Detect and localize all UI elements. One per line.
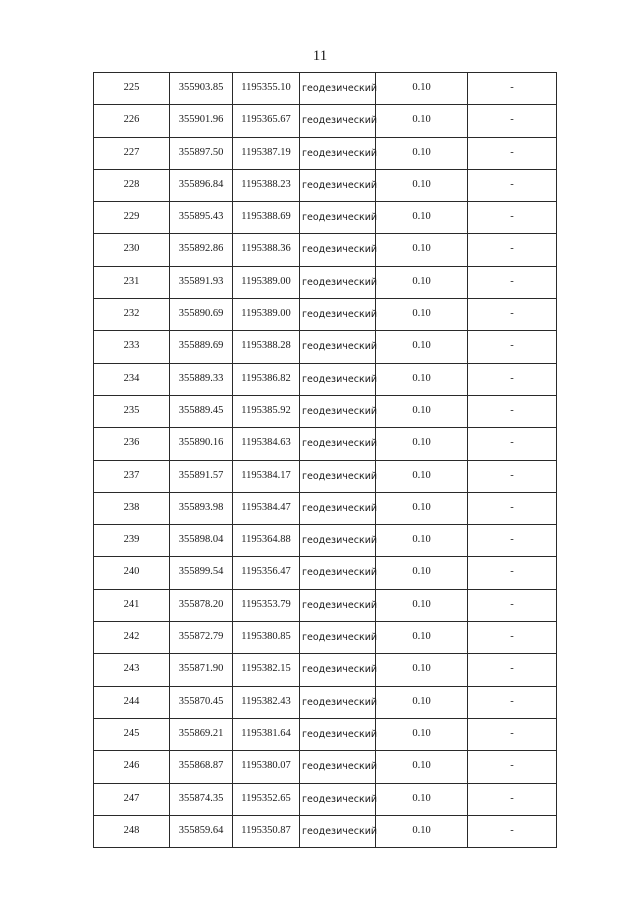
cell-accuracy: 0.10 (376, 815, 468, 847)
cell-method: геодезический (300, 202, 376, 234)
table-row (94, 622, 557, 654)
cell-description: - (468, 137, 557, 169)
cell-method: геодезический (300, 428, 376, 460)
table-row (94, 169, 557, 201)
cell-point-number: 231 (94, 266, 170, 298)
cell-accuracy: 0.10 (376, 686, 468, 718)
cell-description: - (468, 525, 557, 557)
cell-accuracy: 0.10 (376, 654, 468, 686)
cell-accuracy: 0.10 (376, 299, 468, 331)
cell-description: - (468, 105, 557, 137)
cell-coordinate-y: 1195380.85 (233, 622, 300, 654)
cell-accuracy: 0.10 (376, 525, 468, 557)
table-row (94, 234, 557, 266)
table-row (94, 557, 557, 589)
cell-point-number: 246 (94, 751, 170, 783)
cell-coordinate-x: 355891.93 (170, 266, 233, 298)
cell-method: геодезический (300, 492, 376, 524)
cell-description: - (468, 299, 557, 331)
table-row (94, 783, 557, 815)
cell-accuracy: 0.10 (376, 622, 468, 654)
cell-point-number: 248 (94, 815, 170, 847)
cell-coordinate-y: 1195350.87 (233, 815, 300, 847)
cell-method: геодезический (300, 815, 376, 847)
cell-method: геодезический (300, 751, 376, 783)
cell-description: - (468, 395, 557, 427)
cell-accuracy: 0.10 (376, 363, 468, 395)
cell-description: - (468, 331, 557, 363)
cell-accuracy: 0.10 (376, 395, 468, 427)
cell-accuracy: 0.10 (376, 105, 468, 137)
cell-description: - (468, 718, 557, 750)
cell-accuracy: 0.10 (376, 783, 468, 815)
cell-description: - (468, 428, 557, 460)
cell-method: геодезический (300, 589, 376, 621)
table-row (94, 73, 557, 105)
cell-point-number: 238 (94, 492, 170, 524)
cell-description: - (468, 557, 557, 589)
cell-method: геодезический (300, 137, 376, 169)
cell-method: геодезический (300, 622, 376, 654)
cell-method: геодезический (300, 654, 376, 686)
cell-coordinate-x: 355898.04 (170, 525, 233, 557)
cell-coordinate-y: 1195385.92 (233, 395, 300, 427)
table-row (94, 202, 557, 234)
cell-description: - (468, 751, 557, 783)
cell-point-number: 237 (94, 460, 170, 492)
cell-point-number: 235 (94, 395, 170, 427)
table-row (94, 331, 557, 363)
cell-point-number: 244 (94, 686, 170, 718)
cell-coordinate-x: 355895.43 (170, 202, 233, 234)
cell-point-number: 226 (94, 105, 170, 137)
cell-coordinate-y: 1195355.10 (233, 73, 300, 105)
cell-coordinate-x: 355870.45 (170, 686, 233, 718)
cell-point-number: 245 (94, 718, 170, 750)
cell-accuracy: 0.10 (376, 234, 468, 266)
cell-coordinate-y: 1195352.65 (233, 783, 300, 815)
table-row (94, 299, 557, 331)
cell-point-number: 242 (94, 622, 170, 654)
cell-coordinate-y: 1195364.88 (233, 525, 300, 557)
cell-description: - (468, 169, 557, 201)
cell-point-number: 247 (94, 783, 170, 815)
cell-accuracy: 0.10 (376, 202, 468, 234)
cell-method: геодезический (300, 73, 376, 105)
cell-coordinate-x: 355871.90 (170, 654, 233, 686)
cell-description: - (468, 460, 557, 492)
cell-description: - (468, 815, 557, 847)
cell-method: геодезический (300, 169, 376, 201)
cell-coordinate-y: 1195388.28 (233, 331, 300, 363)
cell-method: геодезический (300, 395, 376, 427)
cell-method: геодезический (300, 105, 376, 137)
cell-coordinate-y: 1195384.63 (233, 428, 300, 460)
cell-accuracy: 0.10 (376, 492, 468, 524)
cell-coordinate-y: 1195389.00 (233, 266, 300, 298)
cell-coordinate-y: 1195382.15 (233, 654, 300, 686)
cell-coordinate-x: 355872.79 (170, 622, 233, 654)
cell-point-number: 234 (94, 363, 170, 395)
cell-method: геодезический (300, 363, 376, 395)
cell-accuracy: 0.10 (376, 718, 468, 750)
cell-coordinate-x: 355890.16 (170, 428, 233, 460)
cell-description: - (468, 622, 557, 654)
table-row (94, 654, 557, 686)
cell-accuracy: 0.10 (376, 331, 468, 363)
cell-method: геодезический (300, 557, 376, 589)
cell-method: геодезический (300, 783, 376, 815)
cell-coordinate-x: 355891.57 (170, 460, 233, 492)
cell-accuracy: 0.10 (376, 751, 468, 783)
cell-description: - (468, 234, 557, 266)
cell-point-number: 241 (94, 589, 170, 621)
table-row (94, 815, 557, 847)
table-row (94, 363, 557, 395)
cell-point-number: 232 (94, 299, 170, 331)
cell-method: геодезический (300, 299, 376, 331)
cell-coordinate-y: 1195353.79 (233, 589, 300, 621)
cell-accuracy: 0.10 (376, 73, 468, 105)
cell-coordinate-y: 1195382.43 (233, 686, 300, 718)
cell-accuracy: 0.10 (376, 137, 468, 169)
cell-method: геодезический (300, 460, 376, 492)
cell-coordinate-y: 1195356.47 (233, 557, 300, 589)
cell-method: геодезический (300, 331, 376, 363)
cell-coordinate-x: 355889.33 (170, 363, 233, 395)
table-row (94, 718, 557, 750)
cell-coordinate-x: 355874.35 (170, 783, 233, 815)
cell-coordinate-y: 1195384.47 (233, 492, 300, 524)
cell-point-number: 228 (94, 169, 170, 201)
cell-coordinate-y: 1195388.69 (233, 202, 300, 234)
cell-method: геодезический (300, 525, 376, 557)
cell-coordinate-x: 355890.69 (170, 299, 233, 331)
cell-coordinate-y: 1195387.19 (233, 137, 300, 169)
cell-coordinate-x: 355893.98 (170, 492, 233, 524)
cell-point-number: 233 (94, 331, 170, 363)
cell-description: - (468, 589, 557, 621)
cell-description: - (468, 363, 557, 395)
cell-description: - (468, 783, 557, 815)
cell-accuracy: 0.10 (376, 557, 468, 589)
cell-point-number: 239 (94, 525, 170, 557)
table-row (94, 428, 557, 460)
cell-description: - (468, 202, 557, 234)
cell-description: - (468, 492, 557, 524)
cell-method: геодезический (300, 718, 376, 750)
cell-coordinate-x: 355889.45 (170, 395, 233, 427)
cell-coordinate-x: 355896.84 (170, 169, 233, 201)
cell-coordinate-x: 355901.96 (170, 105, 233, 137)
cell-point-number: 227 (94, 137, 170, 169)
cell-description: - (468, 266, 557, 298)
cell-coordinate-y: 1195388.36 (233, 234, 300, 266)
cell-accuracy: 0.10 (376, 589, 468, 621)
coordinates-table-body (94, 73, 557, 848)
cell-point-number: 230 (94, 234, 170, 266)
cell-coordinate-x: 355889.69 (170, 331, 233, 363)
page-number: 11 (312, 48, 328, 64)
cell-description: - (468, 686, 557, 718)
table-row (94, 105, 557, 137)
cell-coordinate-x: 355892.86 (170, 234, 233, 266)
cell-coordinate-x: 355897.50 (170, 137, 233, 169)
cell-coordinate-x: 355878.20 (170, 589, 233, 621)
cell-point-number: 236 (94, 428, 170, 460)
cell-coordinate-x: 355869.21 (170, 718, 233, 750)
cell-point-number: 225 (94, 73, 170, 105)
cell-coordinate-x: 355868.87 (170, 751, 233, 783)
cell-point-number: 240 (94, 557, 170, 589)
table-row (94, 137, 557, 169)
cell-coordinate-y: 1195388.23 (233, 169, 300, 201)
cell-coordinate-y: 1195381.64 (233, 718, 300, 750)
cell-point-number: 229 (94, 202, 170, 234)
cell-accuracy: 0.10 (376, 428, 468, 460)
cell-coordinate-y: 1195365.67 (233, 105, 300, 137)
table-row (94, 395, 557, 427)
cell-coordinate-x: 355903.85 (170, 73, 233, 105)
cell-coordinate-y: 1195380.07 (233, 751, 300, 783)
table-row (94, 525, 557, 557)
cell-coordinate-y: 1195389.00 (233, 299, 300, 331)
cell-accuracy: 0.10 (376, 266, 468, 298)
cell-point-number: 243 (94, 654, 170, 686)
table-row (94, 589, 557, 621)
cell-coordinate-x: 355859.64 (170, 815, 233, 847)
cell-method: геодезический (300, 686, 376, 718)
cell-coordinate-x: 355899.54 (170, 557, 233, 589)
cell-coordinate-y: 1195386.82 (233, 363, 300, 395)
cell-method: геодезический (300, 266, 376, 298)
coordinates-table (93, 72, 557, 848)
cell-description: - (468, 73, 557, 105)
cell-accuracy: 0.10 (376, 460, 468, 492)
cell-description: - (468, 654, 557, 686)
cell-coordinate-y: 1195384.17 (233, 460, 300, 492)
table-row (94, 266, 557, 298)
cell-method: геодезический (300, 234, 376, 266)
table-row (94, 686, 557, 718)
table-row (94, 492, 557, 524)
cell-accuracy: 0.10 (376, 169, 468, 201)
table-row (94, 751, 557, 783)
table-row (94, 460, 557, 492)
